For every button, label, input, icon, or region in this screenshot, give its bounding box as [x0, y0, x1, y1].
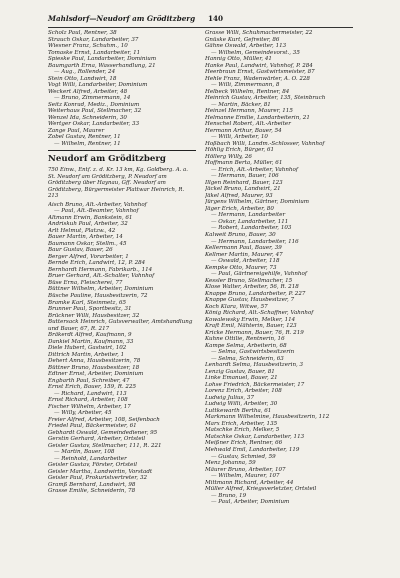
directory-entry: Kraft Emil, Nähterin, Bauer, 123 [205, 323, 297, 330]
left-column-entries-top [48, 30, 196, 147]
directory-entry: Kellermann Paul, Bauer, 39 [205, 245, 282, 252]
directory-entry: Ludwig Julius, 37 [205, 394, 254, 401]
directory-entry: Geisler Martha, Landwirtin, Vorstadt [48, 468, 153, 475]
directory-entry: Andriskuh Paul, Arbeiter, 32 [48, 221, 128, 228]
directory-entry: Geisler Paul, Prokuristvertreter, 32 [48, 475, 147, 482]
directory-entry: Dehert Anna, Hausbesitzerin, 78 [48, 358, 141, 365]
directory-entry: Spieske Paul, Landarbeiter, Dominium [48, 56, 157, 63]
directory-entry: Baur Gustav, Bauer, 26 [48, 247, 113, 254]
directory-entry: Weckert Alfred, Arbeiter, 48 [48, 88, 128, 95]
directory-entry: Jäkel Alfred, Maurer, 93 [205, 192, 273, 199]
directory-entry: — Paul, Gärtnereigehilfe, Vahnhof [211, 271, 307, 278]
directory-entry: Dittrich Martin, Arbeiter, 1 [48, 351, 125, 358]
left-column [48, 30, 196, 495]
directory-entry: — Hermann, Bauer, 106 [211, 173, 279, 180]
directory-entry: Strauch Oskar, Landarbeiter, 37 [48, 36, 139, 43]
directory-entry: Gähne Oswald, Arbeiter, 113 [205, 43, 287, 50]
directory-entry: Matschke Erich, Melker, 5 [205, 427, 280, 434]
directory-entry: Baumgarth Erna, Wasserhandlung, 21 [48, 62, 156, 69]
directory-entry: Lohse Friedrich, Bäckermeister, 17 [205, 381, 305, 388]
directory-entry: Meißner Erich, Rentner, 66 [205, 440, 283, 447]
directory-entry: — Wilhelm, Maurer, 107 [211, 473, 280, 480]
directory-entry: Buttersack Heinrich, Gutsverwalter, Amtshandlung [48, 319, 193, 326]
directory-entry: — Oskar, Landarbeiter, 111 [211, 218, 289, 225]
directory-entry: Grasse Emilie, Schneiderin, 78 [48, 488, 136, 495]
directory-entry: Friedel Paul, Bäckermeister, 61 [48, 423, 137, 430]
directory-entry: Kellmer Martin, Maurer, 47 [205, 251, 283, 258]
directory-entry: Kampe Selma, Arbeiterin, 68 [205, 342, 287, 349]
directory-entry: Altmann Erwin, Bankstein, 61 [48, 214, 133, 221]
section-divider [48, 147, 196, 151]
directory-entry: Büsche Pauline, Hausbesitzerin, 72 [48, 293, 148, 299]
directory-entry: — Wilhelm, Rentner, 11 [54, 140, 121, 147]
directory-entry: Gerstin Gerhard, Arbeiter, Ortsteil [48, 436, 146, 443]
directory-entry: Zobel Gustav, Rentner, 11 [48, 134, 121, 141]
directory-entry: Heerbraun Ernst, Gastwirtsmeister, 87 [205, 69, 315, 76]
directory-entry: — Martin, Bauer, 108 [54, 449, 115, 456]
directory-entry: Edtner Ernst, Arbeiter, Dominium [48, 371, 144, 378]
directory-entry: Höllerg Willy, 26 [205, 153, 252, 160]
directory-entry: Geisler Gustav, Stellmacher, 111, R. 221 [48, 442, 162, 449]
directory-entry: Zange Paul, Maurer [48, 127, 105, 134]
directory-entry: Freier Alfred, Arbeiter, 108, Seifenbach [48, 416, 160, 423]
directory-entry: — Bruno, Zimmermann, 14 [54, 95, 131, 102]
directory-entry: Markmann Wilhelmine, Hausbesitzerin, 112 [205, 414, 330, 421]
directory-entry: Gramß Bernhard, Landwirt, 98 [48, 481, 136, 488]
directory-entry: Brückner Willi, Hausbesitzer, 32 [48, 312, 140, 319]
directory-entry: Mittmann Richard, Arbeiter, 44 [205, 479, 294, 486]
directory-entry: Menz Johanna, 59 [205, 460, 256, 467]
directory-entry: Hanke Paul, Landwirt, Vahnhof, P. 284 [205, 62, 313, 69]
directory-entry: Hermann Arthur, Bauer, 54 [205, 127, 282, 134]
directory-entry: Brunner Paul, Sportbesitz, 31 [48, 306, 132, 313]
directory-entry: Büttner Bruno, Hausbesitzer, 18 [48, 364, 140, 371]
directory-entry: — Erich, Alt.-Arbeiter, Vahnhof [211, 166, 298, 173]
directory-entry: Scholz Paul, Rentner, 38 [48, 30, 117, 36]
directory-entry: Lorenz Erich, Arbeiter, 108 [205, 388, 282, 395]
directory-entry: Grasse Willi, Schuhmachermeister, 22 [205, 30, 313, 36]
directory-entry: Helbeck Wilhelm, Rentner, 84 [205, 88, 290, 95]
directory-entry: Bramke Karl, Steinmetz, 65 [48, 299, 127, 306]
directory-entry: Knappe Gustav, Hausbesitzer, 7 [205, 297, 295, 304]
directory-entry: Weiterhaus Paul, Stellmacher, 32 [48, 108, 142, 115]
directory-entry: Seitz Konrad, Mediz., Dominium [48, 101, 140, 108]
directory-entry: Berger Alfred, Vorarbeiter, 1 [48, 253, 129, 260]
directory-entry: Jäger Erich, Arbeiter, 80 [205, 205, 274, 212]
running-title: Mahlsdorf—Neudorf am Gröditzberg [48, 14, 196, 23]
directory-entry: Kricke Hermann, Bauer, 76, R. 219 [205, 329, 304, 336]
directory-entry: — Bruno, 19 [211, 492, 247, 499]
directory-entry: Linke Emanuel, Bauer, 21 [205, 375, 278, 382]
directory-entry: — Selma, Gastwirtsbesitzerin [211, 349, 295, 356]
directory-entry: König Richard, Alt.-Schaffner, Vahnhof [205, 310, 314, 317]
section-description: 750 Einw., Entf. z. d. Kr. 13 km, Kg. Goldberg. A. a. St. Neudorf am Gröditzberg, P. Neudorf am Gröditzberg über Haynau, Gff. Neudorf am Gröditzberg, Bürgermeister Plattwar Heinrich, R. 213 [48, 167, 188, 200]
directory-entry: Luttkewarth Bertha, 61 [205, 407, 272, 414]
right-column-entries [205, 30, 353, 506]
directory-entry: Wiesner Franz, Schuhm., 10 [48, 43, 128, 50]
directory-entry: Höhlig Erich, Bürger, 61 [205, 147, 275, 154]
directory-entry: Kowalewsky Erwin, Melker, 114 [205, 316, 296, 323]
directory-entry: Arlt Helmut, Platzw., 42 [48, 227, 116, 234]
directory-entry: Wenzel Ida, Schneiderin, 30 [48, 114, 127, 121]
directory-entry: und Bauer, 67, R. 217 [48, 325, 110, 332]
directory-entry: Stein Otto, Landwirt, 18 [48, 75, 117, 82]
directory-entry: Hoßbach Willi, Landm.-Schlosser, Vahnhof [205, 140, 325, 147]
directory-entry: — Aug., Rollender, 24 [54, 69, 116, 76]
directory-entry: Matschke Oskar, Landarbeiter, 113 [205, 433, 305, 440]
page-number: 140 [208, 14, 224, 23]
directory-entry: Lenhardt Selma, Hausbesitzerin, 3 [205, 362, 304, 369]
directory-entry: — Paul, Alt.-Beamter, Vahnhof [54, 208, 139, 215]
directory-entry: Henschel Robert, Alt.-Arbeiter [205, 121, 291, 128]
directory-entry: Ludwig Willi, Arbeiter, 30 [205, 401, 278, 408]
directory-entry: Knappe Bruno, Landarbeiter, P. 227 [205, 290, 306, 297]
directory-entry: Bernhardt Hermann, Fabrikarb., 114 [48, 266, 153, 273]
directory-entry: Kuhne Ottilie, Rentnerin, 16 [205, 336, 285, 343]
directory-entry: Lenzig Gustav, Bauer, 81 [205, 368, 275, 375]
directory-entry: Bauer Martin, Arbeiter, 14 [48, 234, 123, 241]
directory-entry: — Reinhold, Landarbeiter [54, 455, 127, 462]
directory-entry: Bruer Gerhard, Alt.-Schalter, Vahnhof [48, 273, 155, 280]
directory-entry: — Oswald, Arbeiter, 118 [211, 258, 280, 265]
directory-entry: — Hermann, Landarbeiter, 116 [211, 238, 299, 245]
directory-entry: — Martin, Bäcker, 81 [211, 101, 271, 108]
directory-entry: Marx Erich, Arbeiter, 135 [205, 420, 278, 427]
directory-entry: Kalweit Bruno, Bauer, 30 [205, 231, 276, 238]
directory-entry: Koch Klara, Witwe, 57 [205, 303, 268, 310]
directory-entry: — Wilhelm, Gemeindevorst., 35 [211, 49, 300, 56]
directory-entry: Fischer Wilhelm, Arbeiter, 17 [48, 403, 131, 410]
left-column-entries-bottom [48, 202, 196, 495]
directory-entry: Engbarth Paul, Schreiber, 47 [48, 377, 130, 384]
directory-entry: Gnüske Kurt, Gefreiter, 86 [205, 36, 280, 43]
directory-entry: Jürgens Wilhelm, Gärtner, Dominium [205, 199, 310, 206]
directory-entry: Diele Hubert, Gastwirt, 102 [48, 345, 127, 352]
directory-entry: Hoffmann Berta, Müller, 61 [205, 160, 283, 167]
directory-entry: Jäckel Bruno, Landwirt, 21 [205, 186, 281, 193]
directory-entry: Ernst Erich, Bauer, 159, R. 225 [48, 384, 137, 391]
directory-entry: Hannig Otto, Müller, 41 [205, 56, 272, 63]
directory-entry: — Gustav, Schmied, 59 [211, 453, 276, 460]
directory-entry: Vogt Willi, Landarbeiter, Dominium [48, 82, 148, 89]
directory-entry: Tomaske Ernst, Landarbeiter, 11 [48, 49, 141, 56]
directory-entry: Bernde Erich, Landwirt, 12, P. 284 [48, 260, 146, 267]
directory-entry: Büttner Wilhelm, Arbeiter, Dominium [48, 286, 154, 293]
directory-entry: Dankiel Martin, Kaufmann, 33 [48, 338, 134, 345]
directory-entry: Klose Walter, Arbeiter, 56, R. 218 [205, 284, 299, 291]
directory-entry: Bräkerdt Alfred, Kaufmann, 9 [48, 332, 132, 339]
directory-entry: Baumann Oskar, Stellm., 45 [48, 240, 127, 247]
directory-entry: Heinzel Hermann, Maurer, 115 [205, 108, 293, 115]
directory-entry: — Willy, Arbeiter, 45 [54, 410, 112, 417]
directory-entry: Geisler Gustav, Förster, Ortsteil [48, 462, 137, 469]
section-title: Neudorf am Gröditzberg [48, 154, 166, 165]
directory-entry: Helmanne Emilie, Landarbeiterin, 21 [205, 114, 310, 121]
right-column [205, 30, 353, 506]
directory-entry: — Selma, Schneiderin, 63 [211, 355, 284, 362]
directory-entry: — Robert, Landarbeiter, 103 [211, 225, 292, 232]
directory-entry: Hehle Franz, Wadenwärter, A. O. 228 [205, 75, 310, 82]
header-rule [48, 27, 353, 28]
directory-entry: Ernst Richard, Arbeiter, 108 [48, 397, 128, 404]
directory-entry: Müller Alfred, Kriegsverletzter, Ortsteil [205, 486, 317, 493]
directory-entry: Kessler Bruno, Stellmacher, 15 [205, 277, 293, 284]
directory-entry: Kempke Otto, Maurer, 73 [205, 264, 277, 271]
directory-entry: Büse Erna, Fleischerei, 77 [48, 279, 123, 286]
directory-entry: Wertger Oskar, Landarbeiter, 33 [48, 121, 140, 128]
directory-entry: Mehwald Emil, Landarbeiter, 119 [205, 447, 300, 453]
directory-entry: Heinrich Gustav, Arbeiter, 135, Steinbruch [205, 95, 326, 102]
directory-entry: Illgen Reinhard, Bauer, 123 [205, 179, 283, 186]
directory-entry: Gebhardt Oswald, Gemeindediener, 95 [48, 429, 158, 436]
page-header [48, 14, 353, 26]
directory-entry: — Paul, Arbeiter, Dominium [211, 499, 290, 506]
directory-entry: — Richard, Landwirt, 113 [54, 390, 127, 397]
directory-entry: Mäurer Bruno, Arbeiter, 107 [205, 466, 286, 473]
directory-entry: — Willi, Arbeiter, 10 [211, 134, 268, 141]
directory-entry: Aisch Bruno, Alt.-Arbeiter, Vahnhof [48, 201, 147, 208]
directory-entry: — Willi, Zimmermann, 8 [211, 82, 280, 89]
directory-entry: — Hermann, Landarbeiter [211, 212, 286, 219]
